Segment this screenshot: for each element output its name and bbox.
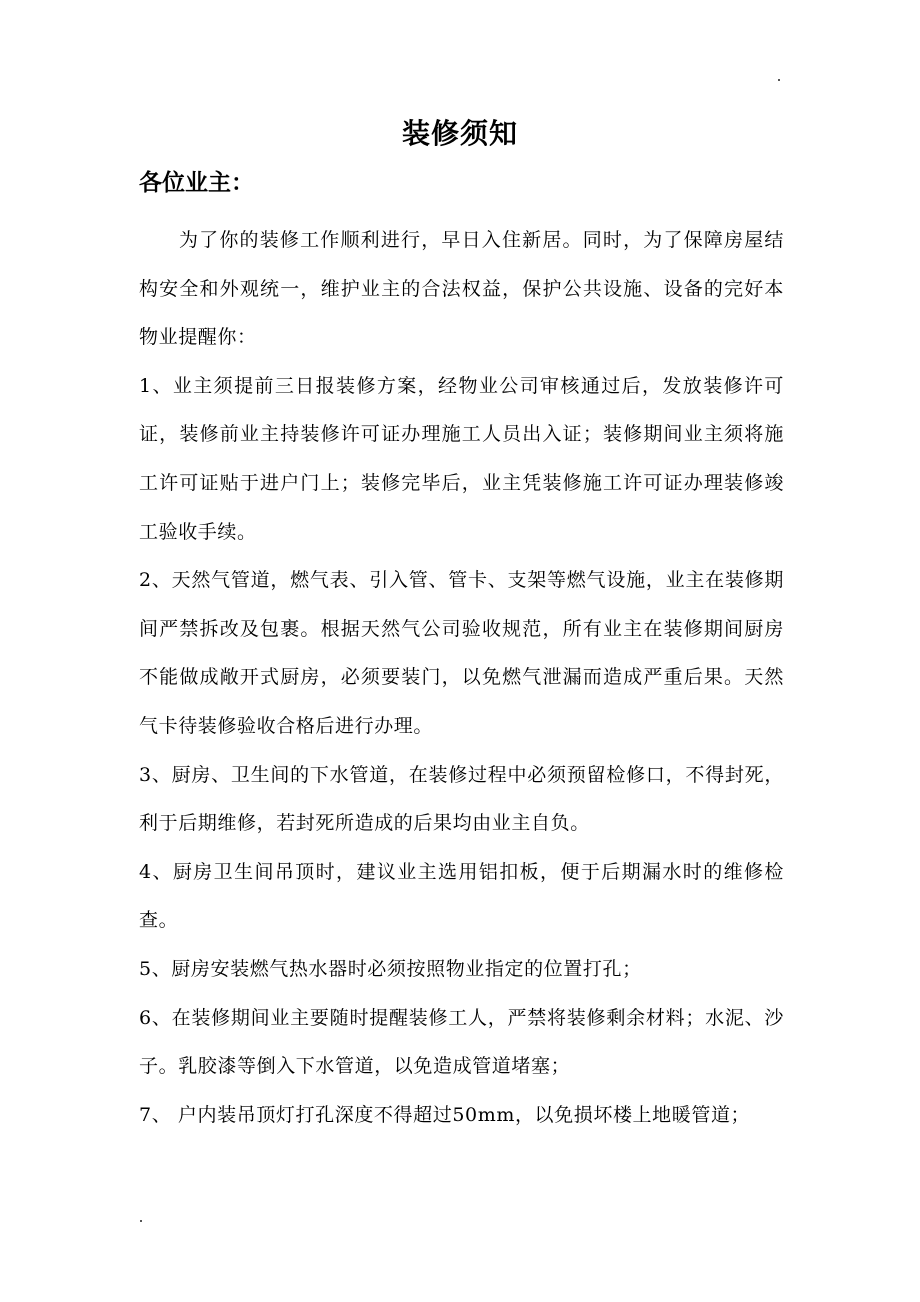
notice-item-6: 6、在装修期间业主要随时提醒装修工人，严禁将装修剩余材料；水泥、沙子。乳胶漆等倒入下水管道，以免造成管道堵塞； xyxy=(139,1006,784,1078)
notice-item-2: 2、天然气管道，燃气表、引入管、管卡、支架等燃气设施，业主在装修期间严禁拆改及包裹。根据天然气公司验收规范，所有业主在装修期间厨房不能做成敞开式厨房，必须要装门，以免燃气泄漏而造成严重后果。天然气卡待装修验收合格后进行办理。 xyxy=(139,569,784,737)
greeting: 各位业主： xyxy=(139,170,254,196)
notice-item-7: 7、 户内装吊顶灯打孔深度不得超过50mm，以免损坏楼上地暖管道； xyxy=(139,1103,751,1126)
notice-item-5: 5、厨房安装燃气热水器时必须按照物业指定的位置打孔； xyxy=(139,957,642,980)
intro-paragraph: 为了你的装修工作顺利进行，早日入住新居。同时，为了保障房屋结构安全和外观统一，维护业主的合法权益，保护公共设施、设备的完好本物业提醒你： xyxy=(139,229,784,349)
document-body xyxy=(139,216,784,1139)
document-title: 装修须知 xyxy=(401,117,518,150)
notice-item-4: 4、厨房卫生间吊顶时，建议业主选用铝扣板，便于后期漏水时的维修检查。 xyxy=(139,860,784,932)
notice-item-1: 1、业主须提前三日报装修方案，经物业公司审核通过后，发放装修许可证，装修前业主持装修许可证办理施工人员出入证；装修期间业主须将施工许可证贴于进户门上；装修完毕后，业主凭装修施工许可证办理装修竣工验收手续。 xyxy=(139,374,784,543)
page-corner-mark xyxy=(778,79,780,81)
notice-item-3: 3、厨房、卫生间的下水管道，在装修过程中必须预留检修口，不得封死，利于后期维修，若封死所造成的后果均由业主自负。 xyxy=(139,763,784,835)
page-corner-mark xyxy=(140,1220,142,1222)
